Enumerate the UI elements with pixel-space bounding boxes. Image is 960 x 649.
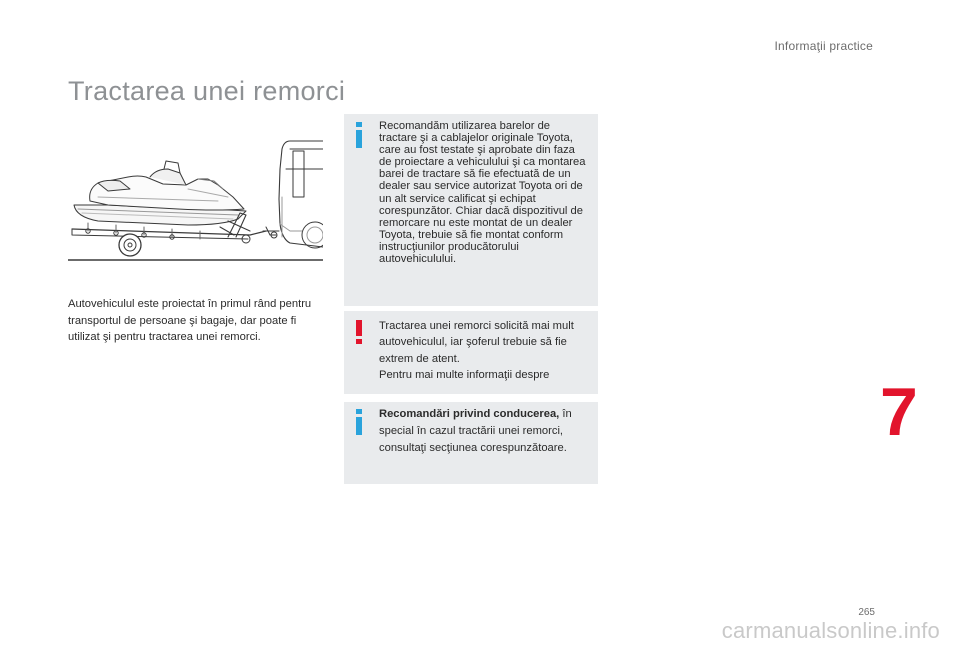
warning-icon: [354, 320, 364, 344]
warning-box: [344, 311, 598, 394]
trailer-illustration: [68, 139, 323, 265]
warning-text: Tractarea unei remorci solicită mai mult autovehiculul, iar şoferul trebuie să fie extrem de atent.: [379, 320, 574, 365]
driving-advice-rest: în special în cazul tractării unei remorci, consultaţi secţiunea corespunzătoare.: [379, 408, 572, 454]
driving-advice-box: [344, 402, 598, 484]
recommendation-box: [344, 114, 598, 306]
page-number: 265: [858, 607, 875, 618]
chapter-number: 7: [880, 374, 918, 450]
info-icon: [354, 122, 364, 148]
intro-paragraph: Autovehiculul este proiectat în primul rând pentru transportul de persoane şi bagaje, dar poate fi utilizat şi pentru tractarea unei remorci.: [68, 298, 312, 343]
driving-advice-text: [379, 406, 590, 457]
watermark: carmanualsonline.info: [721, 618, 940, 643]
page-title: Tractarea unei remorci: [68, 76, 346, 106]
recommendation-text: Recomandăm utilizarea barelor de tractare şi a cablajelor originale Toyota, care au fost testate şi aprobate din faza de proiectare a vehiculului şi ca montarea barei de tractare să fie efectuată de un dealer sau service autorizat Toyota ori de un alt service calificat şi echipat corespunzător. Chiar dacă dispozitivul de remorcare nu este montat de un dealer Toyota, trebuie să fie montat conform instrucţiunilor producătorului autovehiculului.: [379, 120, 586, 266]
section-title: Informaţii practice: [774, 39, 873, 53]
warning-reference-text: Pentru mai multe informaţii despre: [379, 369, 550, 382]
info-icon: [354, 409, 364, 435]
driving-advice-heading: Recomandări privind conducerea,: [379, 408, 560, 420]
